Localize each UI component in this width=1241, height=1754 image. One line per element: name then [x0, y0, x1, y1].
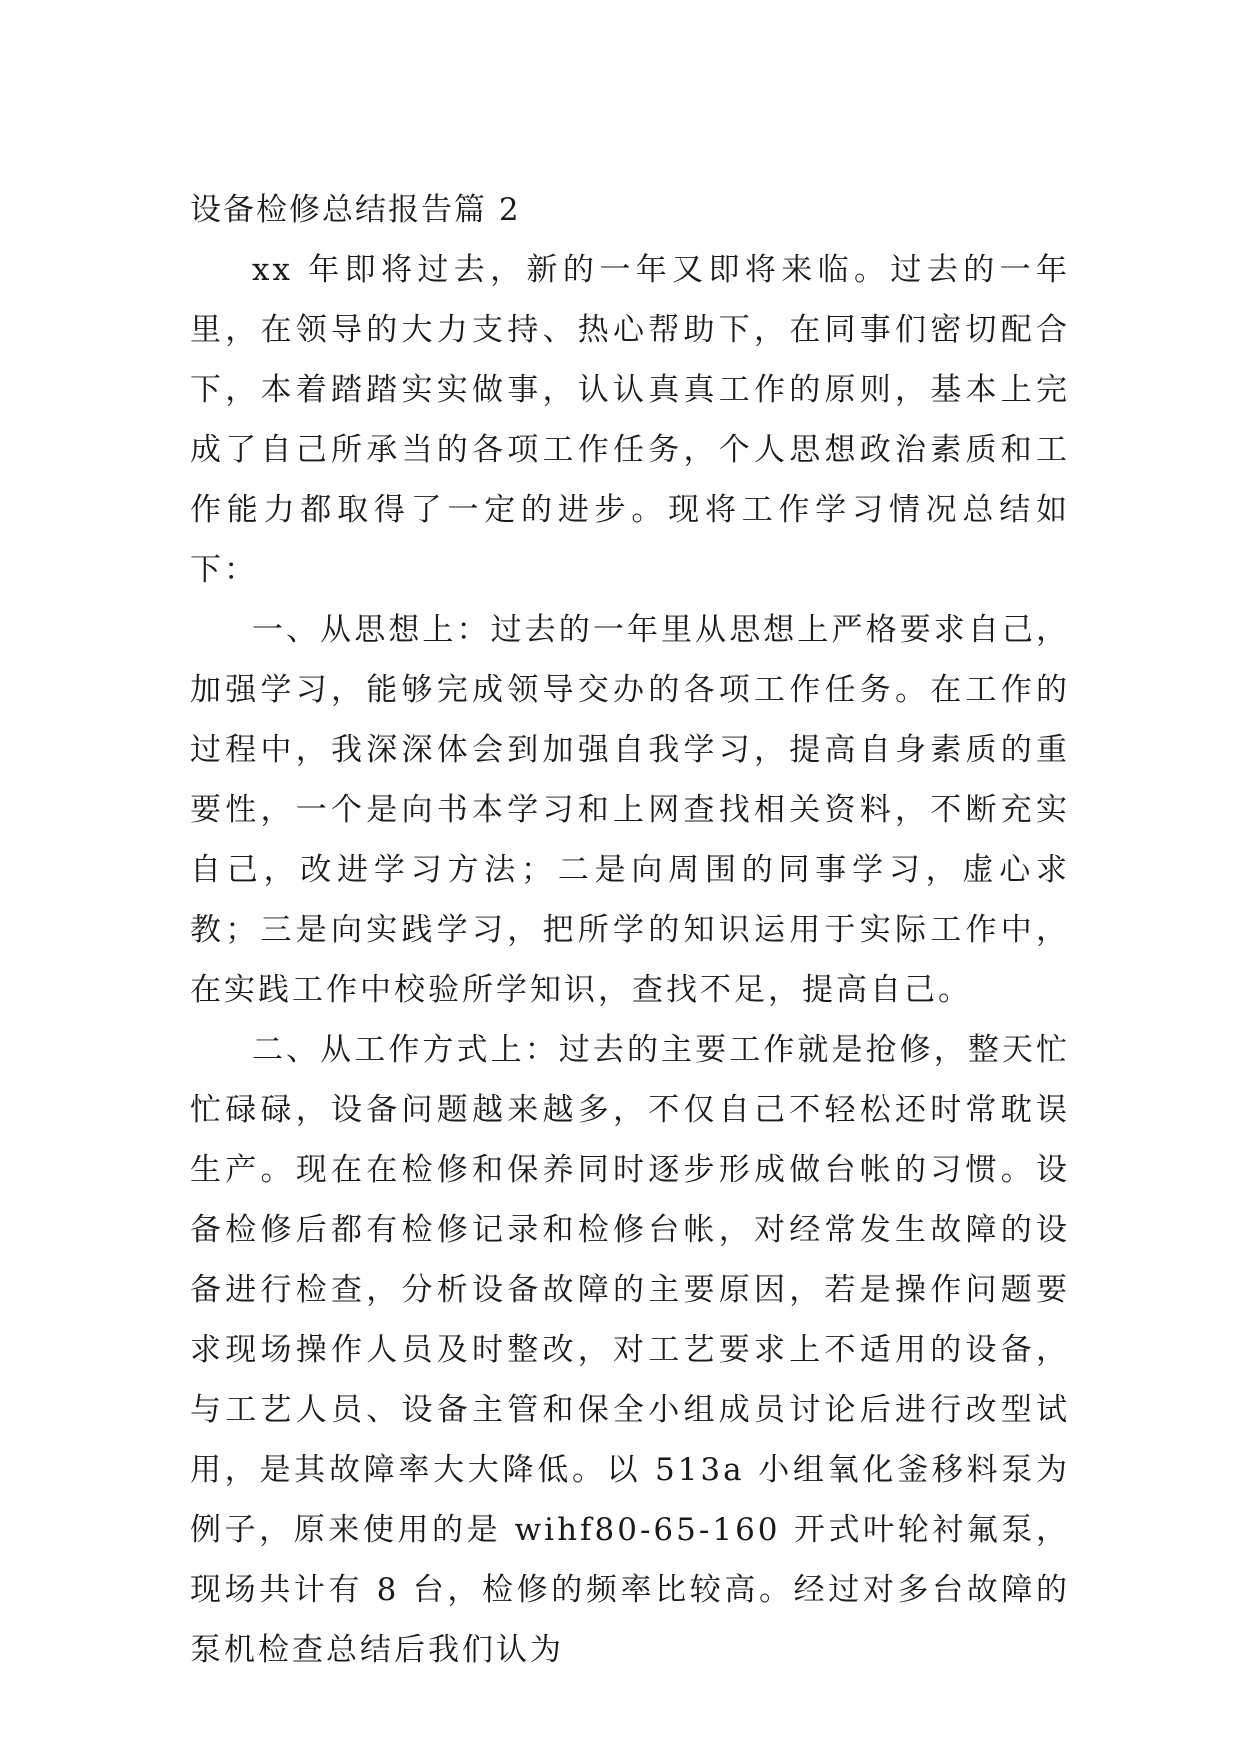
document-title: 设备检修总结报告篇 2 [190, 192, 521, 228]
document-body [190, 180, 1070, 1680]
paragraph-thought: 一、从思想上：过去的一年里从思想上严格要求自己，加强学习，能够完成领导交办的各项工作任务。在工作的过程中，我深深体会到加强自我学习，提高自身素质的重要性，一个是向书本学习和上网查找相关资料，不断充实自己，改进学习方法；二是向周围的同事学习，虚心求教；三是向实践学习，把所学的知识运用于实际工作中，在实践工作中校验所学知识，查找不足，提高自己。 [190, 612, 1070, 1008]
paragraph-intro: xx 年即将过去，新的一年又即将来临。过去的一年里，在领导的大力支持、热心帮助下，在同事们密切配合下，本着踏踏实实做事，认认真真工作的原则，基本上完成了自己所承当的各项工作任务，个人思想政治素质和工作能力都取得了一定的进步。现将工作学习情况总结如下： [190, 252, 1070, 588]
paragraph-work-method: 二、从工作方式上：过去的主要工作就是抢修，整天忙忙碌碌，设备问题越来越多，不仅自己不轻松还时常耽误生产。现在在检修和保养同时逐步形成做台帐的习惯。设备检修后都有检修记录和检修台帐，对经常发生故障的设备进行检查，分析设备故障的主要原因，若是操作问题要求现场操作人员及时整改，对工艺要求上不适用的设备，与工艺人员、设备主管和保全小组成员讨论后进行改型试用，是其故障率大大降低。以 513a 小组氧化釜移料泵为例子，原来使用的是 wihf80-65-160 开式叶轮衬氟泵，现场共计有 8 台，检修的频率比较高。经过对多台故障的泵机检查总结后我们认为 [190, 1032, 1070, 1668]
